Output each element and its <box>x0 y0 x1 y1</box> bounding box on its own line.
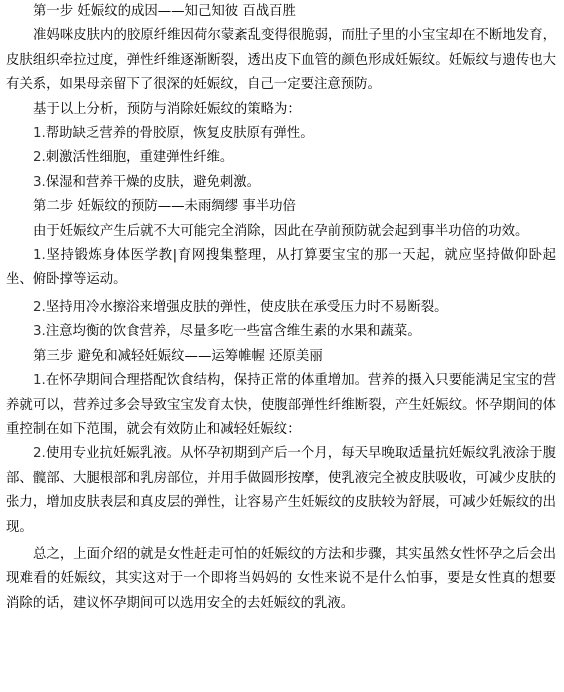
prevention-item-2 <box>6 296 556 320</box>
item-text: 在怀孕期间合理搭配饮食结构，保持正常的体重增加。营养的摄入只要能满足宝宝的营养就可以，营养过多会导致宝宝发育太快，使腹部弹性纤维断裂，产生妊娠纹。怀孕期间的体重控制在如下范围，就会有效防止和减轻妊娠纹： <box>6 373 556 437</box>
item-text: 坚持锻炼身体医学教|育网搜集整理，从打算要宝宝的那一天起，就应坚持做仰卧起坐、俯卧撑等运动。 <box>6 248 556 288</box>
strategy-item-1 <box>6 122 556 146</box>
item-number: 3. <box>33 324 46 340</box>
reduce-item-2 <box>6 442 556 540</box>
item-number: 1. <box>33 373 46 389</box>
strategy-intro: 基于以上分析，预防与消除妊娠纹的策略为： <box>33 101 301 117</box>
conclusion-paragraph: 总之，上面介绍的就是女性赶走可怕的妊娠纹的方法和步骤，其实虽然女性怀孕之后会出现难看的妊娠纹，其实这对于一个即将当妈妈的 女性来说不是什么怕事，要是女性真的想要消除的话，建议怀孕期间可以选用安全的去妊娠纹的乳液。 <box>6 546 556 611</box>
item-number: 2. <box>33 446 46 462</box>
item-number: 3. <box>33 174 46 190</box>
prevention-intro: 由于妊娠纹产生后就不大可能完全消除，因此在孕前预防就会起到事半功倍的功效。 <box>33 223 529 239</box>
step-1-heading: 第一步 妊娠纹的成因——知己知彼 百战百胜 <box>33 4 296 19</box>
prevention-item-1 <box>6 244 556 293</box>
cause-paragraph: 准妈咪皮肤内的胶原纤维因荷尔蒙紊乱变得很脆弱，而肚子里的小宝宝却在不断地发育，皮肤组织牵拉过度，弹性纤维逐渐断裂，透出皮下血管的颜色形成妊娠纹。妊娠纹与遗传也大有关系，如果母亲留下了很深的妊娠纹，自己一定要注意预防。 <box>6 28 556 93</box>
item-number: 1. <box>33 248 46 264</box>
item-text: 帮助缺乏营养的骨胶原，恢复皮肤原有弹性。 <box>45 126 314 142</box>
strategy-item-3 <box>6 171 556 195</box>
item-text: 注意均衡的饮食营养，尽量多吃一些富含维生素的水果和蔬菜。 <box>45 324 421 340</box>
strategy-item-2 <box>6 146 556 170</box>
item-text: 刺激活性细胞，重建弹性纤维。 <box>45 150 234 166</box>
step-3-heading: 第三步 避免和减轻妊娠纹——运筹帷幄 还原美丽 <box>33 348 323 364</box>
reduce-item-1 <box>6 369 556 442</box>
item-number: 1. <box>33 126 46 142</box>
item-text: 坚持用冷水擦浴来增强皮肤的弹性，使皮肤在承受压力时不易断裂。 <box>45 299 448 315</box>
item-text: 保湿和营养干燥的皮肤，避免刺激。 <box>45 174 261 190</box>
item-number: 2. <box>33 299 46 315</box>
step-2-heading: 第二步 妊娠纹的预防——未雨绸缪 事半功倍 <box>33 199 296 215</box>
prevention-item-3 <box>6 320 556 344</box>
item-text: 使用专业抗妊娠乳液。从怀孕初期到产后一个月，每天早晚取适量抗妊娠纹乳液涂于腹部、髋部、大腿根部和乳房部位，并用手做圆形按摩，使乳液完全被皮肤吸收，可减少皮肤的张力，增加皮肤表层和真皮层的弹性，让容易产生妊娠纹的皮肤较为舒展，可减少妊娠纹的出现。 <box>6 446 556 535</box>
item-number: 2. <box>33 150 46 166</box>
